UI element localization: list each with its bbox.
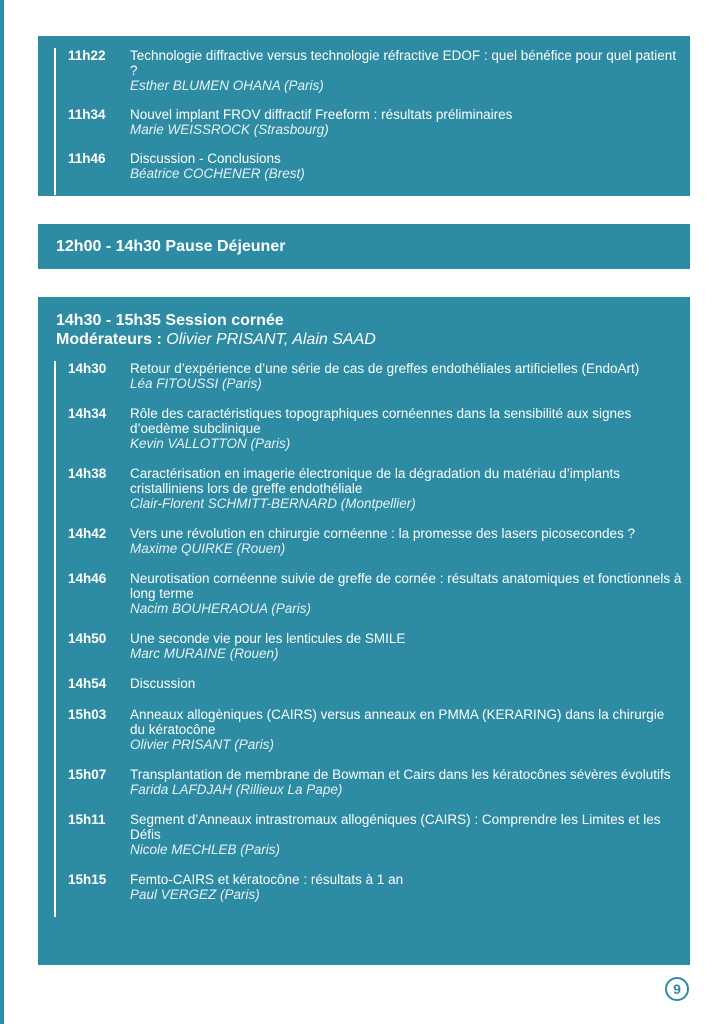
talk-time: 11h46 — [68, 151, 106, 166]
talk-speaker: Farida LAFDJAH (Rillieux La Pape) — [130, 782, 343, 797]
talk-time: 14h42 — [68, 526, 107, 541]
talk-time: 14h30 — [68, 361, 107, 376]
talk-time: 15h03 — [68, 707, 107, 722]
talk-title: Femto-CAIRS et kératocône : résultats à 1 an — [130, 872, 404, 887]
talk-time: 15h11 — [68, 812, 106, 827]
talk-item — [68, 526, 682, 556]
talk-item — [68, 707, 682, 752]
talk-time: 14h34 — [68, 406, 107, 421]
talk-title: Neurotisation cornéenne suivie de greffe de cornée : résultats anatomiques et fonctionnels à long terme — [130, 571, 682, 601]
talk-title: Transplantation de membrane de Bowman et Cairs dans les kératocônes sévères évolutifs — [130, 767, 671, 782]
talk-item — [68, 676, 682, 692]
talk-item — [68, 151, 682, 181]
lunch-break-label: 12h00 - 14h30 Pause Déjeuner — [56, 238, 286, 255]
moderators-names: Olivier PRISANT, Alain SAAD — [166, 331, 376, 348]
talk-speaker: Léa FITOUSSI (Paris) — [130, 376, 262, 391]
talk-item — [68, 631, 682, 661]
talk-title: Une seconde vie pour les lenticules de SMILE — [130, 631, 406, 646]
talk-title: Retour d’expérience d’une série de cas de greffes endothéliales artificielles (EndoArt) — [130, 361, 640, 376]
talk-item — [68, 571, 682, 616]
talk-speaker: Olivier PRISANT (Paris) — [130, 737, 275, 752]
talk-time: 11h34 — [68, 107, 106, 122]
talk-speaker: Maxime QUIRKE (Rouen) — [130, 541, 286, 556]
talk-time: 14h50 — [68, 631, 107, 646]
session-moderators — [56, 330, 376, 349]
talk-speaker: Paul VERGEZ (Paris) — [130, 887, 260, 902]
talk-title: Anneaux allogèniques (CAIRS) versus anneaux en PMMA (KERARING) dans la chirurgie du kératocône — [130, 707, 665, 737]
talk-title: Vers une révolution en chirurgie cornéenne : la promesse des lasers picosecondes ? — [130, 526, 636, 541]
talk-speaker: Nicole MECHLEB (Paris) — [130, 842, 281, 857]
talk-speaker: Clair-Florent SCHMITT-BERNARD (Montpellier) — [130, 496, 416, 511]
talk-item — [68, 767, 682, 797]
talk-item — [68, 872, 682, 902]
talk-speaker: Nacim BOUHERAOUA (Paris) — [130, 601, 312, 616]
talk-speaker: Esther BLUMEN OHANA (Paris) — [130, 78, 324, 93]
talk-title: Discussion - Conclusions — [130, 151, 281, 166]
talk-speaker: Kevin VALLOTTON (Paris) — [130, 436, 291, 451]
session-header — [56, 311, 376, 349]
session-title: 14h30 - 15h35 Session cornée — [56, 312, 284, 329]
talk-time: 14h38 — [68, 466, 107, 481]
talk-time: 14h46 — [68, 571, 107, 586]
talk-time: 15h15 — [68, 872, 107, 887]
talk-speaker: Marc MURAINE (Rouen) — [130, 646, 279, 661]
talk-title: Nouvel implant FROV diffractif Freeform : résultats préliminaires — [130, 107, 513, 122]
cornea-session-panel — [38, 297, 690, 965]
talk-title: Segment d’Anneaux intrastromaux allogéniques (CAIRS) : Comprendre les Limites et les Défis — [130, 812, 661, 842]
talk-title: Technologie diffractive versus technologie réfractive EDOF : quel bénéfice pour quel patient ? — [130, 48, 677, 78]
morning-talk-list — [54, 48, 682, 195]
talk-item — [68, 361, 682, 391]
left-edge-rule — [0, 0, 4, 1024]
talk-item — [68, 48, 682, 93]
talk-time: 14h54 — [68, 676, 107, 691]
talk-time: 11h22 — [68, 48, 106, 63]
moderators-label: Modérateurs : — [56, 331, 162, 348]
lunch-break-panel — [38, 224, 690, 269]
talk-speaker: Marie WEISSROCK (Strasbourg) — [130, 122, 329, 137]
talk-time: 15h07 — [68, 767, 107, 782]
talk-title: Caractérisation en imagerie électronique de la dégradation du matériau d’implants cristalliniens lors de greffe endothéliale — [130, 466, 621, 496]
talk-item — [68, 466, 682, 511]
morning-session-panel — [38, 36, 690, 196]
page-number: 9 — [665, 977, 689, 1001]
talk-item — [68, 812, 682, 857]
session-talk-list — [54, 361, 682, 917]
talk-item — [68, 107, 682, 137]
talk-title: Discussion — [130, 676, 196, 691]
talk-title: Rôle des caractéristiques topographiques cornéennes dans la sensibilité aux signes d’oedème subclinique — [130, 406, 632, 436]
talk-speaker: Béatrice COCHENER (Brest) — [130, 166, 305, 181]
talk-item — [68, 406, 682, 451]
